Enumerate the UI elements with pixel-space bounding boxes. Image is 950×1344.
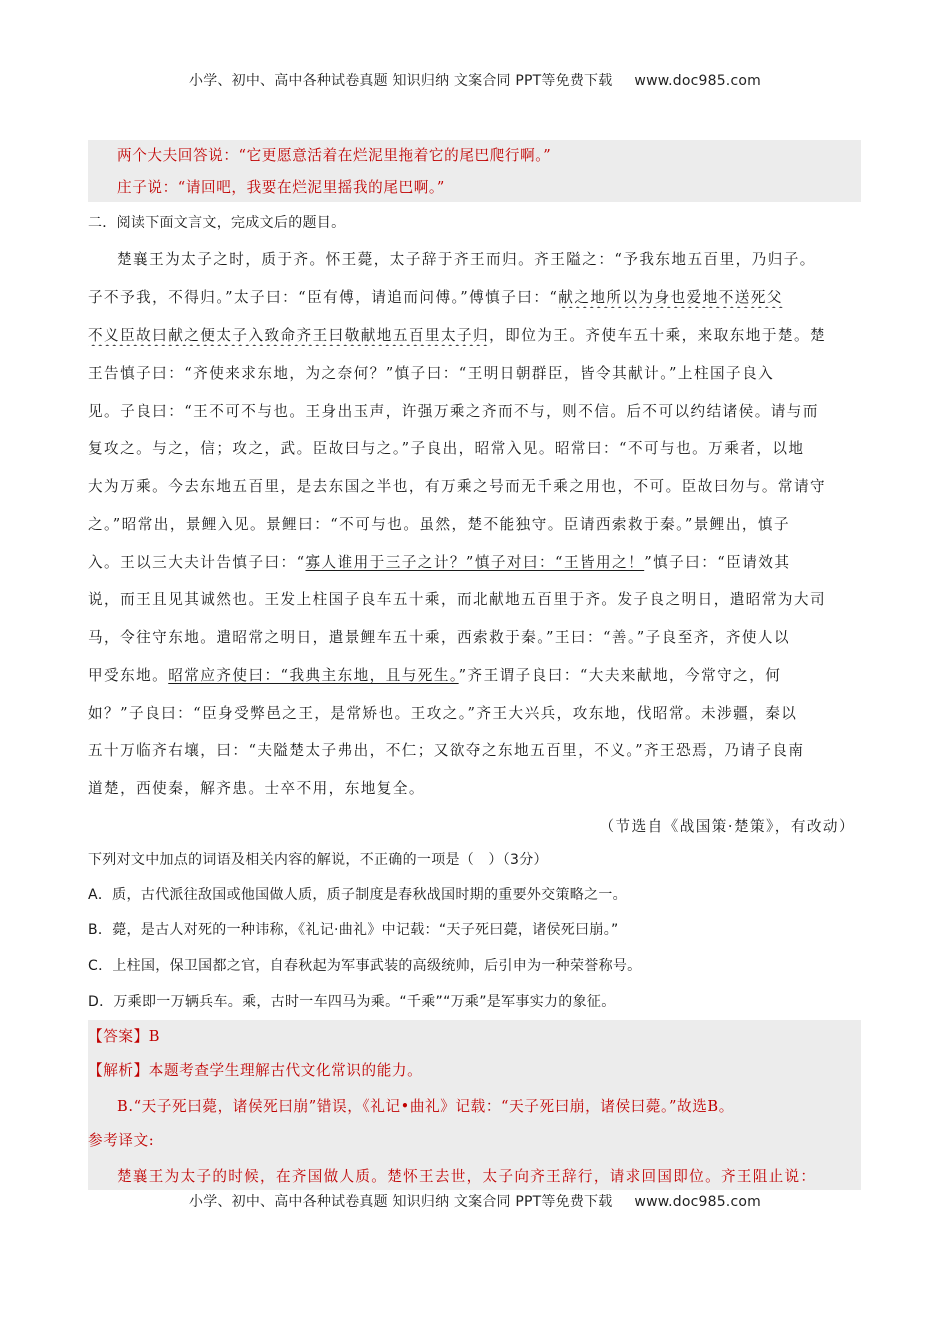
answer-line xyxy=(88,1027,863,1047)
page-header xyxy=(0,70,950,90)
translation-title: 参考译文: xyxy=(88,1132,155,1149)
text-run: 王告慎子曰：“齐使来求东地，为之奈何？”慎子曰：“王明日朝群臣，皆令其献计。” xyxy=(88,365,678,382)
explanation-line: B.“天子死曰薨，诸侯死曰崩”错误，《礼记•曲礼》记载：“天子死曰崩，诸侯曰薨。”故选B。 xyxy=(117,1098,734,1115)
prev-answer-line-1: 两个大夫回答说：“它更愿意活着在烂泥里拖着它的尾巴爬行啊。” xyxy=(117,147,552,164)
passage-line xyxy=(88,326,863,346)
passage-source: （节选自《战国策·楚策》，有改动） xyxy=(599,818,855,835)
passage-line: 道楚，西使秦，解齐患。士卒不用，东地复全。 xyxy=(88,780,425,797)
text-run: 于齐。怀王 xyxy=(277,251,358,268)
text-run: 之号而无千乘之用也，不可。臣故曰勿与。常请守 xyxy=(473,478,827,495)
option-b: B．薨，是古人对死的一种讳称，《礼记·曲礼》中记载：“天子死曰薨，诸侯死曰崩。” xyxy=(88,922,619,938)
passage-line: 之。”昭常出，景鲤入见。景鲤曰：“不可与也。虽然，楚不能独守。臣请西索救于秦。”景鲤出，慎子 xyxy=(88,516,791,533)
passage-line xyxy=(88,666,863,686)
footer-site: www.doc985.com xyxy=(634,1194,761,1210)
passage-line xyxy=(88,364,863,384)
question-stem: 下列对文中加点的词语及相关内容的解说，不正确的一项是（ ）（3分） xyxy=(88,852,548,868)
dotted-word-hong: 薨 xyxy=(357,251,374,268)
text-run: 楚襄王为太子之时， xyxy=(117,251,262,268)
passage-line xyxy=(88,288,863,308)
passage-line: 五十万临齐右壤，曰：“夫隘楚太子弗出，不仁；又欲夺之东地五百里，不义。”齐王恐焉，乃请子良南 xyxy=(88,742,805,759)
page-footer xyxy=(0,1191,950,1211)
passage-line xyxy=(88,477,863,497)
passage-line: 马，令往守东地。遣昭常之明日，遣景鲤车五十乘，西索救于秦。”王曰：“善。”子良至齐，齐使人以 xyxy=(88,629,791,646)
passage-line xyxy=(88,250,863,270)
section-title: 二．阅读下面文言文，完成文后的题目。 xyxy=(88,215,346,231)
wavy-underlined-text: 不义臣故曰献之便太子入致命齐王曰敬献地五百里太子归 xyxy=(88,327,490,344)
passage-line xyxy=(88,553,863,573)
passage-line: 说，而王且见其诚然也。王发上柱国子良车五十乘，而北献地五百里于齐。发子良之明日，遣昭常为大司 xyxy=(88,591,827,608)
translation-line: 楚襄王为太子的时候，在齐国做人质。楚怀王去世，太子向齐王辞行，请求回国即位。齐王阻止说： xyxy=(117,1168,817,1185)
passage-line: 见。子良曰：“王不可不与也。王身出玉声，许强万乘之齐而不与，则不信。后不可以约结诸侯。请与而 xyxy=(88,403,819,420)
dotted-word-sheng: 乘 xyxy=(457,478,474,495)
option-c: C．上柱国，保卫国都之官，自春秋起为军事武装的高级统帅，后引申为一种荣誉称号。 xyxy=(88,958,642,974)
text-run: ”慎子曰：“臣请效其 xyxy=(644,554,791,571)
passage-line: 复攻之。与之，信；攻之，武。臣故曰与之。”子良出，昭常入见。昭常曰：“不可与也。万乘者，以地 xyxy=(88,440,805,457)
text-run: 子良入 xyxy=(726,365,775,382)
text-run: ，太子辞于齐王而归。齐王隘之：“予我东地五百里，乃归子。 xyxy=(373,251,816,268)
text-run: ”齐王谓子良曰：“大夫来献地，今常守之，何 xyxy=(458,667,782,684)
underlined-sentence: 昭常应齐使曰：“我典主东地，且与死生。 xyxy=(168,667,459,684)
option-d: D．万乘即一万辆兵车。乘，古时一车四马为乘。“千乘”“万乘”是军事实力的象征。 xyxy=(88,994,616,1010)
wavy-underlined-text: 献之地所以为身也爱地不送死父 xyxy=(558,289,783,306)
header-site: www.doc985.com xyxy=(634,73,761,89)
dotted-word-zhi: 质 xyxy=(261,251,278,268)
dotted-word-zhu: 柱 xyxy=(693,365,710,382)
header-text: 小学、初中、高中各种试卷真题 知识归纳 文案合同 PPT等免费下载 xyxy=(189,73,613,89)
answer-tag: 【答案】 xyxy=(88,1028,149,1045)
underlined-sentence: 寡人谁用于三子之计？”慎子对曰：“王皆用之！ xyxy=(305,554,645,571)
prev-answer-line-2: 庄子说：“请回吧，我要在烂泥里摇我的尾巴啊。” xyxy=(117,179,445,196)
option-a: A．质，古代派往敌国或他国做人质，质子制度是春秋战国时期的重要外交策略之一。 xyxy=(88,887,627,903)
analysis-line xyxy=(88,1061,863,1081)
text-run: 入。王以三大夫计告慎子曰：“ xyxy=(88,554,306,571)
analysis-tag: 【解析】 xyxy=(88,1062,149,1079)
analysis-text: 本题考查学生理解古代文化常识的能力。 xyxy=(148,1062,423,1079)
footer-text: 小学、初中、高中各种试卷真题 知识归纳 文案合同 PPT等免费下载 xyxy=(189,1194,613,1210)
dotted-word-guo: 国 xyxy=(709,365,727,382)
answer-value: B xyxy=(148,1028,161,1045)
text-run: 子不予我，不得归。”太子曰：“臣有傅，请追而问傅。”傅慎子曰：“ xyxy=(88,289,559,306)
dotted-word-shang: 上 xyxy=(677,365,694,382)
text-run: 大为万乘。今去东地五百里，是去东国之半也，有万 xyxy=(88,478,458,495)
passage-line: 如？”子良曰：“臣身受弊邑之王，是常矫也。王攻之。”齐王大兴兵，攻东地，伐昭常。未涉疆，秦以 xyxy=(88,705,798,722)
text-run: 甲受东地。 xyxy=(88,667,169,684)
text-run: ，即位为王。齐使车五十乘，来取东地于楚。楚 xyxy=(489,327,827,344)
